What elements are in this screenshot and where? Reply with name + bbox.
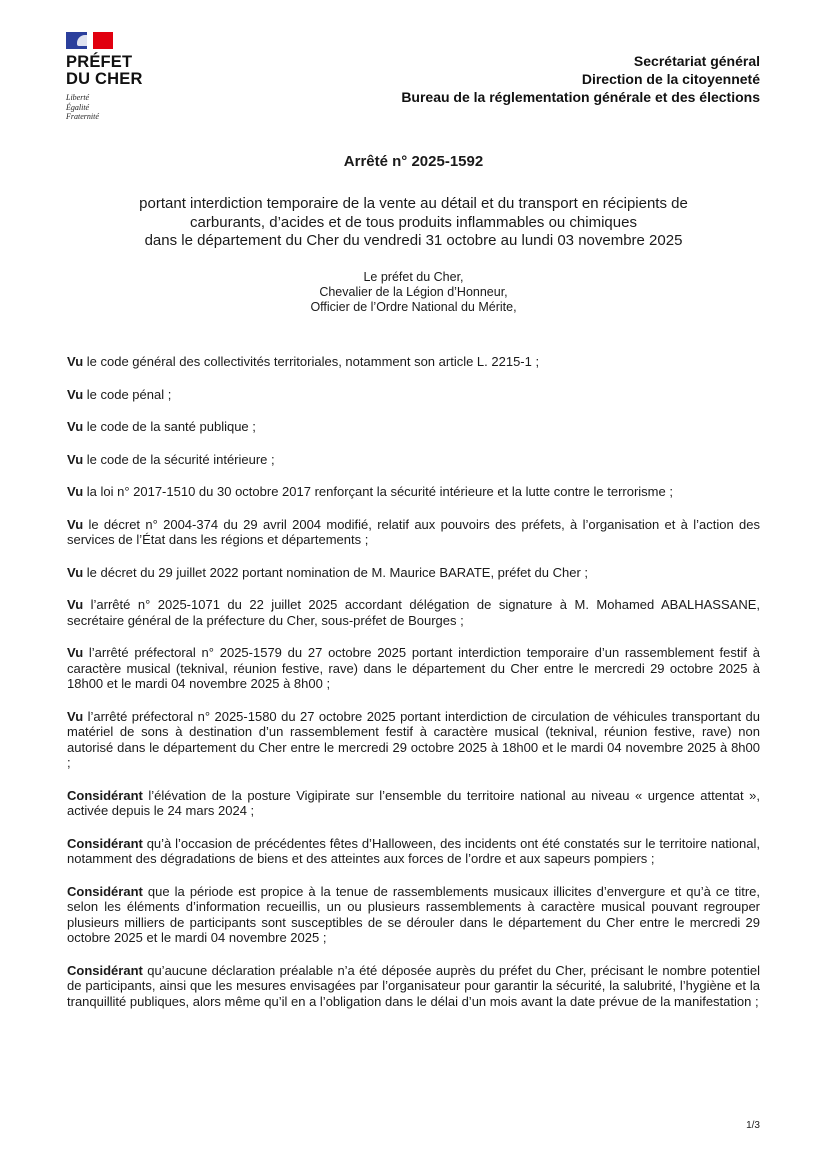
vu-clause (67, 645, 760, 692)
clause-text: l’arrêté préfectoral n° 2025-1580 du 27 octobre 2025 portant interdiction de circulation de véhicules transportant du matériel de sons à destination d’un rassemblement festif à caractère musical (teknival, réunion festive, rave) non autorisé dans le département du Cher entre le mercredi 29 octobre 2025 à 18h00 et le mardi 04 novembre 2025 à 8h00 ; (67, 708, 760, 770)
clause-text: le code pénal ; (83, 386, 172, 402)
clause-text: la loi n° 2017-1510 du 30 octobre 2017 renforçant la sécurité intérieure et la lutte contre le terrorisme ; (83, 484, 673, 499)
vu-clause (67, 565, 760, 581)
clause-lead: Vu (67, 564, 84, 580)
clause-lead: Vu (67, 597, 84, 612)
issuing-service: Secrétariat général Direction de la citoyenneté Bureau de la réglementation générale et des élections (401, 53, 760, 105)
clause-lead: Vu (67, 516, 84, 532)
clause-text: le code de la sécurité intérieure ; (83, 451, 275, 467)
organization-name: PRÉFET DU CHER (66, 53, 143, 88)
considerant-clause (67, 836, 760, 867)
considerant-clause (67, 963, 760, 1010)
french-flag-icon (66, 32, 113, 49)
clause-lead: Vu (67, 354, 84, 369)
clause-lead: Vu (67, 645, 84, 660)
vu-clause (67, 419, 760, 435)
page-number: 1/3 (746, 1120, 760, 1131)
vu-clause (67, 597, 760, 628)
document-subject: portant interdiction temporaire de la vente au détail et du transport en récipients de carburants, d’acides et de tous produits inflammables ou chimiques dans le département du Cher du vendredi 31 octobre au lundi 03 novembre 2025 (139, 195, 688, 249)
considerant-clause (67, 884, 760, 946)
clause-text: que la période est propice à la tenue de rassemblements musicaux illicites d’envergure et qu’à ce titre, selon les éléments d’information recueillis, un ou plusieurs rassemblements à caractère musical pouvant regrouper plusieurs milliers de participants sont susceptibles de se dérouler dans le département du Cher entre le mercredi 29 octobre 2025 et le mardi 04 novembre 2025 ; (67, 883, 760, 945)
clause-text: qu’aucune déclaration préalable n’a été déposée auprès du préfet du Cher, précisant le nombre potentiel de participants, ainsi que les mesures envisagées par l’organisateur pour garantir la sécurité, la salubrité, l’hygiène et la tranquillité publiques, alors même qu’il en a l’obligation dans le délai d’un mois avant la date prévue de la manifestation ; (67, 962, 760, 1009)
clause-text: l’élévation de la posture Vigipirate sur l’ensemble du territoire national au niveau « urgence attentat », activée depuis le 24 mars 2024 ; (67, 787, 760, 818)
clause-lead: Vu (67, 708, 84, 724)
vu-clause (67, 354, 760, 370)
clause-text: le code général des collectivités territoriales, notamment son article L. 2215-1 ; (83, 354, 540, 369)
vu-clause (67, 709, 760, 771)
republic-motto: Liberté Égalité Fraternité (66, 93, 99, 121)
clause-text: qu’à l’occasion de précédentes fêtes d’Halloween, des incidents ont été constatés sur le territoire national, notamment des dégradations de biens et des atteintes aux forces de l’ordre et aux sapeurs pompiers ; (67, 835, 760, 866)
clause-lead: Considérant (67, 883, 143, 899)
clause-lead: Vu (67, 451, 84, 467)
prefecture-logo (66, 32, 156, 122)
clause-text: l’arrêté préfectoral n° 2025-1579 du 27 octobre 2025 portant interdiction temporaire d’un rassemblement festif à caractère musical (teknival, réunion festive, rave) dans le département du Cher entre le mercredi 29 octobre 2025 à 18h00 et le mardi 04 novembre 2025 à 8h00 ; (67, 645, 760, 691)
document-title: Arrêté n° 2025-1592 (343, 153, 484, 170)
clause-lead: Considérant (67, 962, 143, 978)
vu-clause (67, 387, 760, 403)
clause-text: le décret n° 2004-374 du 29 avril 2004 modifié, relatif aux pouvoirs des préfets, à l’organisation et à l’action des services de l’État dans les régions et départements ; (67, 516, 760, 547)
clause-lead: Vu (67, 419, 84, 434)
clause-lead: Considérant (67, 835, 143, 851)
clause-lead: Considérant (67, 787, 143, 803)
vu-clause (67, 517, 760, 548)
document-body (67, 354, 760, 1009)
vu-clause (67, 484, 760, 500)
considerant-clause (67, 788, 760, 819)
clause-lead: Vu (67, 484, 84, 499)
clause-text: le décret du 29 juillet 2022 portant nomination de M. Maurice BARATE, préfet du Cher ; (83, 564, 589, 580)
prefet-titles: Le préfet du Cher, Chevalier de la Légion d’Honneur, Officier de l’Ordre National du Mérite, (310, 270, 517, 314)
vu-clause (67, 452, 760, 468)
clause-lead: Vu (67, 386, 84, 402)
clause-text: l’arrêté n° 2025-1071 du 22 juillet 2025 accordant délégation de signature à M. Mohamed ABALHASSANE, secrétaire général de la préfecture du Cher, sous-préfet de Bourges ; (67, 597, 760, 628)
clause-text: le code de la santé publique ; (83, 419, 256, 434)
